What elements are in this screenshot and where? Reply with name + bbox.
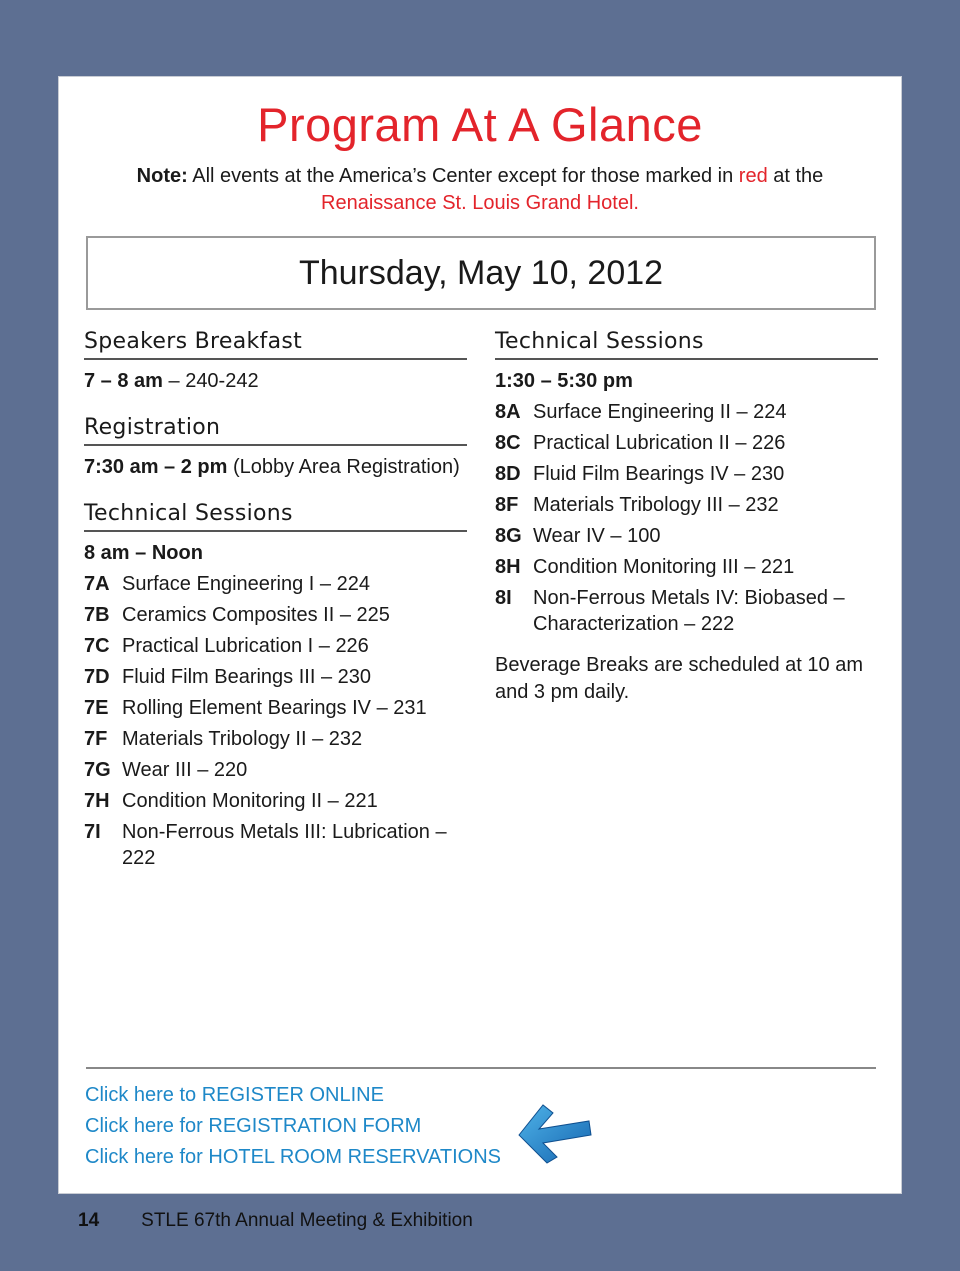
session-desc: Wear III – 220 bbox=[122, 759, 248, 781]
session-desc: Materials Tribology II – 232 bbox=[122, 728, 363, 750]
link-list bbox=[85, 1080, 501, 1173]
session-code: 7C bbox=[84, 635, 110, 657]
session-row bbox=[495, 583, 878, 640]
session-desc: Condition Monitoring III – 221 bbox=[533, 556, 795, 578]
session-row bbox=[495, 459, 878, 490]
registration-form-link[interactable]: Click here for REGISTRATION FORM bbox=[85, 1115, 422, 1137]
hotel-reservations-link[interactable]: Click here for HOTEL ROOM RESERVATIONS bbox=[85, 1146, 502, 1168]
session-code: 8H bbox=[495, 556, 521, 578]
session-list-pm bbox=[495, 397, 878, 640]
footer-text: STLE 67th Annual Meeting & Exhibition bbox=[141, 1210, 473, 1231]
date-banner: Thursday, May 10, 2012 bbox=[86, 236, 876, 310]
session-code: 7A bbox=[84, 573, 110, 595]
session-code: 7G bbox=[84, 759, 111, 781]
session-row bbox=[84, 817, 467, 874]
session-code: 8D bbox=[495, 463, 521, 485]
session-desc: Practical Lubrication II – 226 bbox=[533, 432, 786, 454]
note-red-word: red bbox=[738, 165, 768, 187]
session-row bbox=[84, 786, 467, 817]
registration-time: 7:30 am – 2 pm bbox=[84, 456, 228, 478]
session-desc: Surface Engineering II – 224 bbox=[533, 401, 787, 423]
session-desc: Fluid Film Bearings III – 230 bbox=[122, 666, 371, 688]
session-desc: Non-Ferrous Metals IV: Biobased – Characterization – 222 bbox=[533, 587, 845, 635]
session-code: 7E bbox=[84, 697, 109, 719]
speakers-line bbox=[84, 366, 467, 397]
session-row bbox=[495, 552, 878, 583]
session-code: 8A bbox=[495, 401, 521, 423]
session-row bbox=[84, 662, 467, 693]
session-desc: Fluid Film Bearings IV – 230 bbox=[533, 463, 785, 485]
page-number: 14 bbox=[78, 1210, 100, 1231]
session-row bbox=[495, 490, 878, 521]
session-code: 7F bbox=[84, 728, 108, 750]
section-heading-technical-pm: Technical Sessions bbox=[495, 329, 878, 360]
session-desc: Wear IV – 100 bbox=[533, 525, 661, 547]
note-hotel: Renaissance St. Louis Grand Hotel. bbox=[321, 192, 639, 214]
session-code: 8I bbox=[495, 587, 512, 609]
session-desc: Materials Tribology III – 232 bbox=[533, 494, 779, 516]
session-desc: Non-Ferrous Metals III: Lubrication – 222 bbox=[122, 821, 447, 869]
session-row bbox=[84, 631, 467, 662]
technical-am-time bbox=[84, 538, 467, 569]
session-desc: Surface Engineering I – 224 bbox=[122, 573, 370, 595]
session-code: 7B bbox=[84, 604, 110, 626]
program-page bbox=[58, 76, 902, 1194]
registration-location: (Lobby Area Registration) bbox=[227, 456, 460, 478]
session-row bbox=[495, 428, 878, 459]
page-title: Program At A Glance bbox=[257, 98, 703, 151]
session-row bbox=[84, 693, 467, 724]
note-text-2: at the bbox=[767, 165, 824, 187]
speakers-room: – 240-242 bbox=[162, 370, 259, 392]
beverage-note: Beverage Breaks are scheduled at 10 am and 3 pm daily. bbox=[495, 654, 863, 703]
session-list-am bbox=[84, 569, 467, 874]
session-row bbox=[84, 569, 467, 600]
divider bbox=[86, 1067, 876, 1069]
right-column bbox=[495, 329, 878, 706]
technical-am-time-label: 8 am – Noon bbox=[84, 542, 203, 564]
session-row bbox=[84, 724, 467, 755]
register-online-link[interactable]: Click here to REGISTER ONLINE bbox=[85, 1084, 384, 1106]
session-code: 7D bbox=[84, 666, 110, 688]
session-desc: Condition Monitoring II – 221 bbox=[122, 790, 378, 812]
note bbox=[89, 163, 871, 217]
session-desc: Rolling Element Bearings IV – 231 bbox=[122, 697, 427, 719]
session-desc: Ceramics Composites II – 225 bbox=[122, 604, 390, 626]
section-heading-registration: Registration bbox=[84, 415, 467, 446]
session-code: 7I bbox=[84, 821, 101, 843]
speakers-time: 7 – 8 am bbox=[84, 370, 163, 392]
section-heading-speakers: Speakers Breakfast bbox=[84, 329, 467, 360]
session-desc: Practical Lubrication I – 226 bbox=[122, 635, 369, 657]
note-text-1: All events at the America’s Center except for those marked in bbox=[187, 165, 739, 187]
session-row bbox=[495, 397, 878, 428]
note-label: Note: bbox=[136, 165, 188, 187]
session-row bbox=[84, 600, 467, 631]
session-code: 8G bbox=[495, 525, 522, 547]
footer bbox=[78, 1210, 473, 1232]
session-row bbox=[84, 755, 467, 786]
registration-line bbox=[84, 452, 467, 483]
arrow-left-icon bbox=[513, 1099, 597, 1165]
left-column bbox=[84, 329, 467, 874]
technical-pm-time-label: 1:30 – 5:30 pm bbox=[495, 370, 633, 392]
technical-pm-time bbox=[495, 366, 878, 397]
session-row bbox=[495, 521, 878, 552]
section-heading-technical-am: Technical Sessions bbox=[84, 501, 467, 532]
session-code: 7H bbox=[84, 790, 110, 812]
session-code: 8C bbox=[495, 432, 521, 454]
session-code: 8F bbox=[495, 494, 519, 516]
